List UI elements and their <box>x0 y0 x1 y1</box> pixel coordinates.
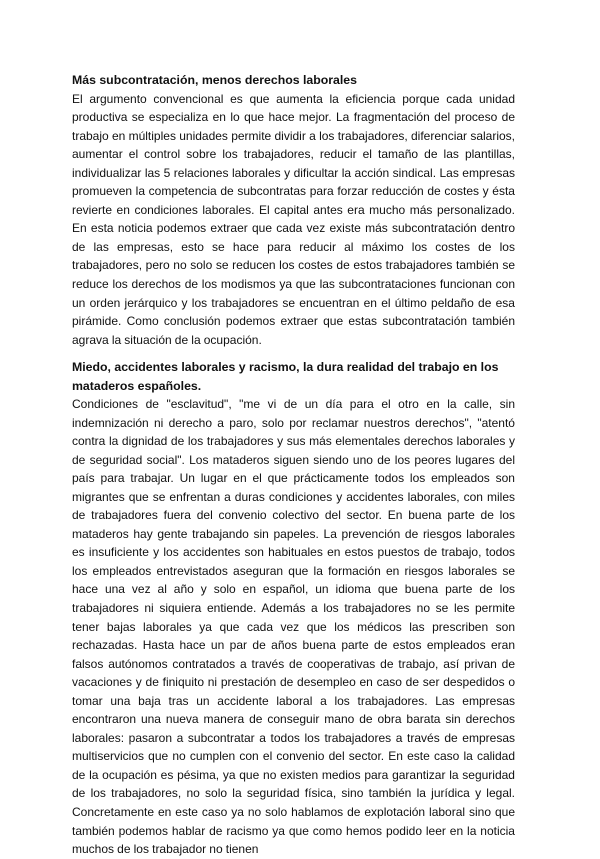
section-paragraph: El argumento convencional es que aumenta la eficiencia porque cada unidad productiva se especializa en lo que hace mejor. La fragmentación del proceso de trabajo en múltiples unidades permite dividir a los trabajadores, diferenciar salarios, aumentar el control sobre los trabajadores, reducir el tamaño de las plantillas, individualizar las 5 relaciones laborales y dificultar la acción sindical. Las empresas promueven la competencia de subcontratas para forzar reducción de costes y ésta revierte en condiciones laborales. El capital antes era mucho más personalizado. En esta noticia podemos extraer que cada vez existe más subcontratación dentro de las empresas, esto se hace para reducir al máximo los costes de los trabajadores, pero no solo se reducen los costes de estos trabajadores también se reduce los derechos de los modismos ya que las subcontrataciones funcionan con un orden jerárquico y los trabajadores se encuentran en el último peldaño de esa pirámide. Como conclusión podemos extraer que estas subcontratación también agrava la situación de la ocupación. <box>72 91 515 347</box>
section-mataderos <box>72 358 515 859</box>
section-heading: Miedo, accidentes laborales y racismo, la dura realidad del trabajo en los mataderos españoles. <box>72 360 499 393</box>
section-heading: Más subcontratación, menos derechos laborales <box>72 73 357 87</box>
section-paragraph: Condiciones de "esclavitud", "me vi de un día para el otro en la calle, sin indemnización ni derecho a paro, solo por reclamar nuestros derechos", "atentó contra la dignidad de los trabajadores y sus más elementales derechos laborales y de seguridad social". Los mataderos siguen siendo uno de los peores lugares del país para trabajar. Un lugar en el que prácticamente todos los empleados son migrantes que se enfrentan a duras condiciones y accidentes laborales, con miles de trabajadores fuera del convenio colectivo del sector. En buena parte de los mataderos hay gente trabajando sin papeles. La prevención de riesgos laborales es insuficiente y los accidentes son habituales en estos puestos de trabajo, todos los empleados entrevistados aseguran que la formación en riesgos laborales se hace una vez al año y solo en español, un idioma que buena parte de los trabajadores ni siquiera entiende. Además a los trabajadores no se les permite tener bajas laborales ya que cada vez que los médicos las prescriben son rechazadas. Hasta hace un par de años buena parte de estos empleados eran falsos autónomos contratados a través de cooperativas de trabajo, así privan de vacaciones y de finiquito ni prestación de desempleo en caso de ser despedidos o tomar una baja tras un accidente laboral a los trabajadores. Las empresas encontraron una nueva manera de conseguir mano de obra barata sin derechos laborales: pasaron a subcontratar a todos los trabajadores a través de empresas multiservicios que no cumplen con el convenio del sector. En este caso la calidad de la ocupación es pésima, ya que no existen medios para garantizar la seguridad de los trabajadores, no solo la seguridad física, sino también la jurídica y legal. Concretamente en este caso ya no solo hablamos de explotación laboral sino que también podemos hablar de racismo ya que como hemos podido leer en la noticia muchos de los trabajador no tienen <box>72 397 515 857</box>
section-subcontratacion <box>72 71 515 349</box>
